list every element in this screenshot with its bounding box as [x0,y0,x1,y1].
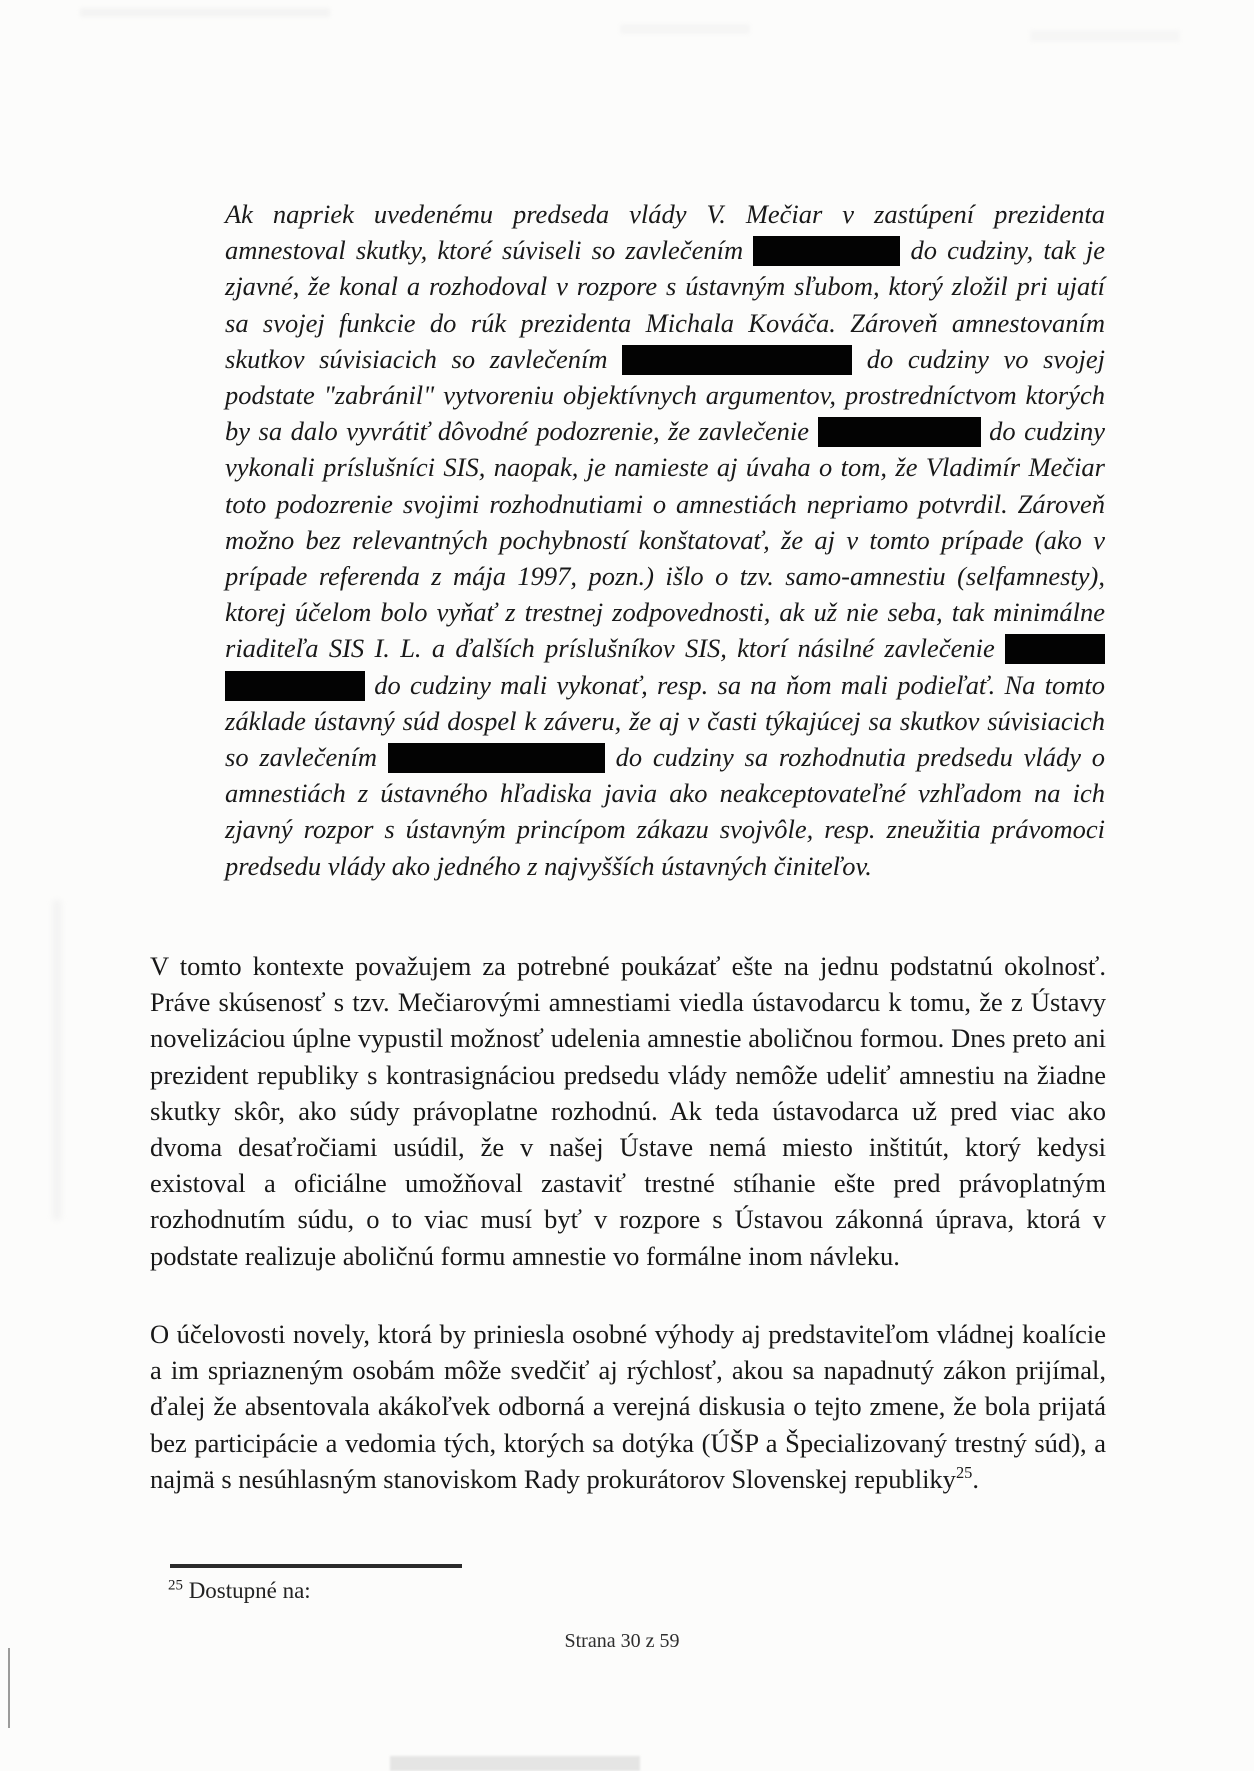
redaction-box [753,236,900,266]
body-text-segment: O účelovosti novely, ktorá by priniesla osobné výhody aj predstaviteľom vládnej koalície a im spriazneným osobám môže svedčiť aj rýchlosť, akou sa napadnutý zákon prijímal, ďalej že absentovala akákoľvek odborná a verejná diskusia o tejto zmene, že bola prijatá bez participácie a vedomia tých, ktorých sa dotýka (ÚŠP a Špecializovaný trestný súd), a najmä s nesúhlasným stanoviskom Rady prokurátorov Slovenskej republiky [150,1319,1106,1494]
redaction-box [388,743,605,773]
quote-paragraph [225,196,1105,884]
body-paragraph: V tomto kontexte považujem za potrebné poukázať ešte na jednu podstatnú okolnosť. Práve skúsenosť s tzv. Mečiarovými amnestiami viedla ústavodarcu k tomu, že z Ústavy novelizáciou úplne vypustil možnosť udelenia amnestie aboličnou formou. Dnes preto ani prezident republiky s kontrasignáciou predsedu vlády nemôže udeliť amnestiu na žiadne skutky skôr, ako súdy právoplatne rozhodnú. Ak teda ústavodarca už pred viac ako dvoma desaťročiami usúdil, že v našej Ústave nemá miesto inštitút, ktorý kedysi existoval a oficiálne umožňoval zastaviť trestné stíhanie ešte pred právoplatným rozhodnutím súdu, o to viac musí byť v rozpore s Ústavou zákonná úprava, ktorá v podstate realizuje aboličnú formu amnestie vo formálne inom návleku. [150,951,1106,1271]
footnote [168,1578,311,1604]
redaction-box [818,417,981,447]
body-text-segment: . [972,1463,979,1494]
quote-text-segment: do cudziny sa rozhodnutia predsedu vlády o amnestiách z ústavného hľadiska javia ako neakceptovateľné vzhľadom na ich zjavný rozpor s ústavným princípom zákazu svojvôle, resp. zneužitia právomoci predsedu vlády ako jedného z najvyšších ústavných činiteľov. [225,742,1106,881]
redaction-box [1005,634,1105,664]
scan-artifact-smudge [620,24,750,34]
quote-text-segment: Ak napriek uvedenému predseda vlády V. Mečiar v zastúpení prezidenta amnestoval skutky, ktoré súviseli so zavlečením [225,199,1105,266]
redaction-box [622,345,852,375]
scan-artifact-smudge [80,8,330,17]
page-number: Strana 30 z 59 [564,1630,680,1652]
scan-artifact-bar [390,1756,640,1771]
scan-artifact-smudge [1030,30,1180,42]
footnote-marker: 25 [168,1577,183,1594]
footnote-text: Dostupné na: [188,1578,311,1603]
redaction-box [225,671,365,701]
scan-artifact-line [8,1648,10,1728]
footnote-divider [170,1564,462,1568]
quote-text-segment: do cudziny vykonali príslušníci SIS, naopak, je namieste aj úvaha o tom, že Vladimír Mečiar toto podozrenie svojimi rozhodnutiami o amnestiách nepriamo potvrdil. Zároveň možno bez relevantných pochybností konštatovať, že aj v tomto prípade (ako v prípade referenda z mája 1997, pozn.) išlo o tzv. samo-amnestiu (selfamnesty), ktorej účelom bolo vyňať z trestnej zodpovednosti, ak už nie seba, tak minimálne riaditeľa SIS I. L. a ďalších príslušníkov SIS, ktorí násilné zavlečenie [225,416,1106,664]
body-paragraph [150,1316,1106,1497]
quote-text-segment: do cudziny mali vykonať, resp. sa na ňom mali podieľať. Na tomto základe ústavný súd dospel k záveru, že aj v časti týkajúcej sa skutkov súvisiacich so zavlečením [225,669,1105,773]
quote-text-segment: do cudziny vo svojej podstate "zabránil" vytvoreniu objektívnych argumentov, prostredníctvom ktorých by sa dalo vyvrátiť dôvodné podozrenie, že zavlečenie [225,343,1105,447]
quote-text-segment: do cudziny, tak je zjavné, že konal a rozhodoval v rozpore s ústavným sľubom, ktorý zložil pri ujatí sa svojej funkcie do rúk prezidenta Michala Kováča. Zároveň amnestovaním skutkov súvisiacich so zavlečením [225,235,1106,374]
scan-artifact-smudge [52,900,62,1220]
footnote-reference: 25 [955,1462,973,1482]
